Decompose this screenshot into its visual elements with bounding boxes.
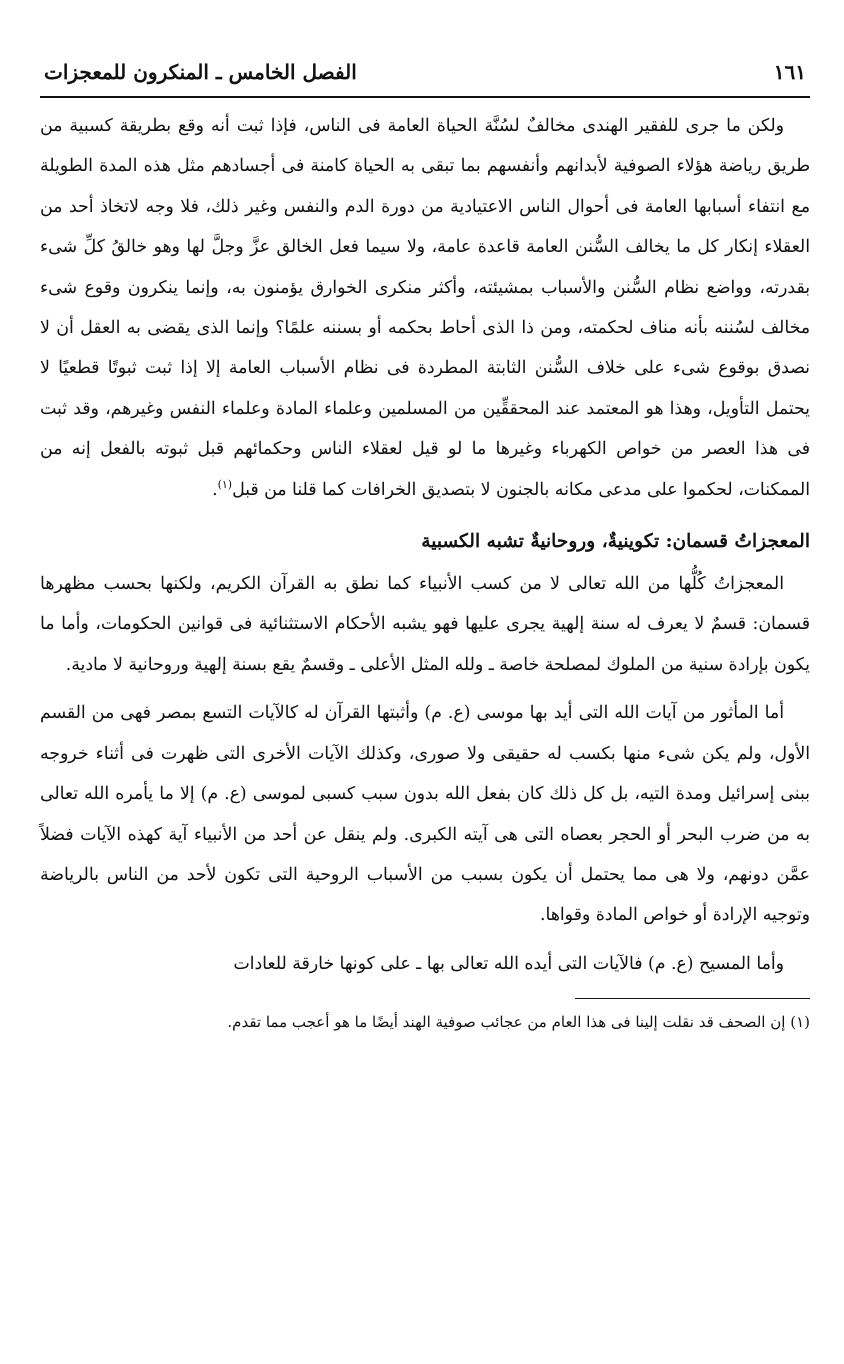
paragraph-1-text: ولكن ما جرى للفقير الهندى مخالفٌ لسُنَّة الحياة العامة فى الناس، فإذا ثبت أنه وقع بطريقة كسبية من طريق رياضة هؤلاء الصوفية لأبدانهم وأنفسهم بما تبقى به الحياة كامنة فى أجسادهم مثل هذه المدة الطويلة مع انتفاء أسبابها العامة فى أحوال الناس الاعتيادية من دورة الدم والنفس وغير ذلك، فلا وجه لاتخاذ أحد من العقلاء إنكار كل ما يخالف السُّنن العامة قاعدة عامة، ولا سيما فعل الخالق عزَّ وجلَّ لها وهو خالقُ كلِّ شىء بقدرته، وواضع نظام السُّنن والأسباب بمشيئته، وأكثر منكرى الخوارق يؤمنون به، وإنما ينكرون وقوع شىء مخالف لسُننه بأنه مناف لحكمته، ومن ذا الذى أحاط بحكمه أو بسننه علمًا؟ وإنما الذى يقضى به العقل أن لا نصدق بوقوع شىء على خلاف السُّنن الثابتة المطردة فى نظام الأسباب العامة إلا إذا ثبت ثبوتًا قطعيًا لا يحتمل التأويل، وهذا هو المعتمد عند المحققِّين من المسلمين وعلماء المادة وعلماء النفس وغيرهم، وقد ثبت فى هذا العصر من خواص الكهرباء وغيرها ما لو قيل لعقلاء الناس وحكمائهم قبل ثبوته بالفعل إنه من الممكنات، لحكموا على مدعى مكانه بالجنون لا بتصديق الخرافات كما قلنا من قبل: [40, 116, 810, 500]
running-header: [40, 60, 810, 96]
footnote-rule: [575, 998, 810, 999]
footnote-1: [40, 1009, 810, 1035]
footnote-reference: (١): [217, 477, 233, 491]
footnote-marker: (١): [790, 1013, 810, 1032]
section-heading: المعجزاتُ قسمان: تكوينيةٌ، وروحانيةٌ تشبه الكسبية: [421, 531, 810, 553]
paragraph-2: المعجزاتُ كُلُّها من الله تعالى لا من كسب الأنبياء كما نطق به القرآن الكريم، ولكنها بحسب مظهرها قسمان: قسمٌ لا يعرف له سنة إلهية يجرى عليها فهو يشبه الأحكام الاستثنائية فى قوانين الحكومات، وأما ما يكون بإرادة سنية من الملوك لمصلحة خاصة ـ ولله المثل الأعلى ـ وقسمٌ يقع بسنة إلهية وروحانية لا مادية.: [40, 574, 810, 675]
paragraph-1: [40, 106, 810, 510]
book-page: [40, 60, 810, 1035]
paragraph-4: وأما المسيح (ع. م) فالآيات التى أيده الله تعالى بها ـ على كونها خارقة للعادات: [233, 953, 784, 974]
chapter-title: الفصل الخامس ـ المنكرون للمعجزات: [44, 60, 357, 84]
page-number: ١٦١: [773, 60, 806, 84]
paragraph-1-end: .: [212, 479, 218, 500]
header-rule: [40, 96, 810, 98]
footnote-text: إن الصحف قد نقلت إلينا فى هذا العام من عجائب صوفية الهند أيضًا ما هو أعجب مما تقدم.: [227, 1013, 786, 1032]
paragraph-3: أما المأثور من آيات الله التى أيد بها موسى (ع. م) وأثبتها القرآن له كالآيات التسع بمصر فهى من القسم الأول، ولم يكن شىء منها بكسب له حقيقى ولا صورى، وكذلك الآيات الأخرى التى ظهرت فى أثناء خروجه ببنى إسرائيل ومدة التيه، بل كل ذلك كان بفعل الله بدون سبب كسبى لموسى (ع. م) إلا ما يأمره الله تعالى به من ضرب البحر أو الحجر بعصاه التى هى آيته الكبرى. ولم ينقل عن أحد من الأنبياء آية كهذه الآيات فضلاً عمَّن دونهم، ولا هى مما يحتمل أن يكون بسبب من الأسباب الروحية التى تكون لأحد من الناس بالرياضة وتوجيه الإرادة أو خواص المادة وقواها.: [40, 703, 810, 926]
main-text: [40, 106, 810, 984]
